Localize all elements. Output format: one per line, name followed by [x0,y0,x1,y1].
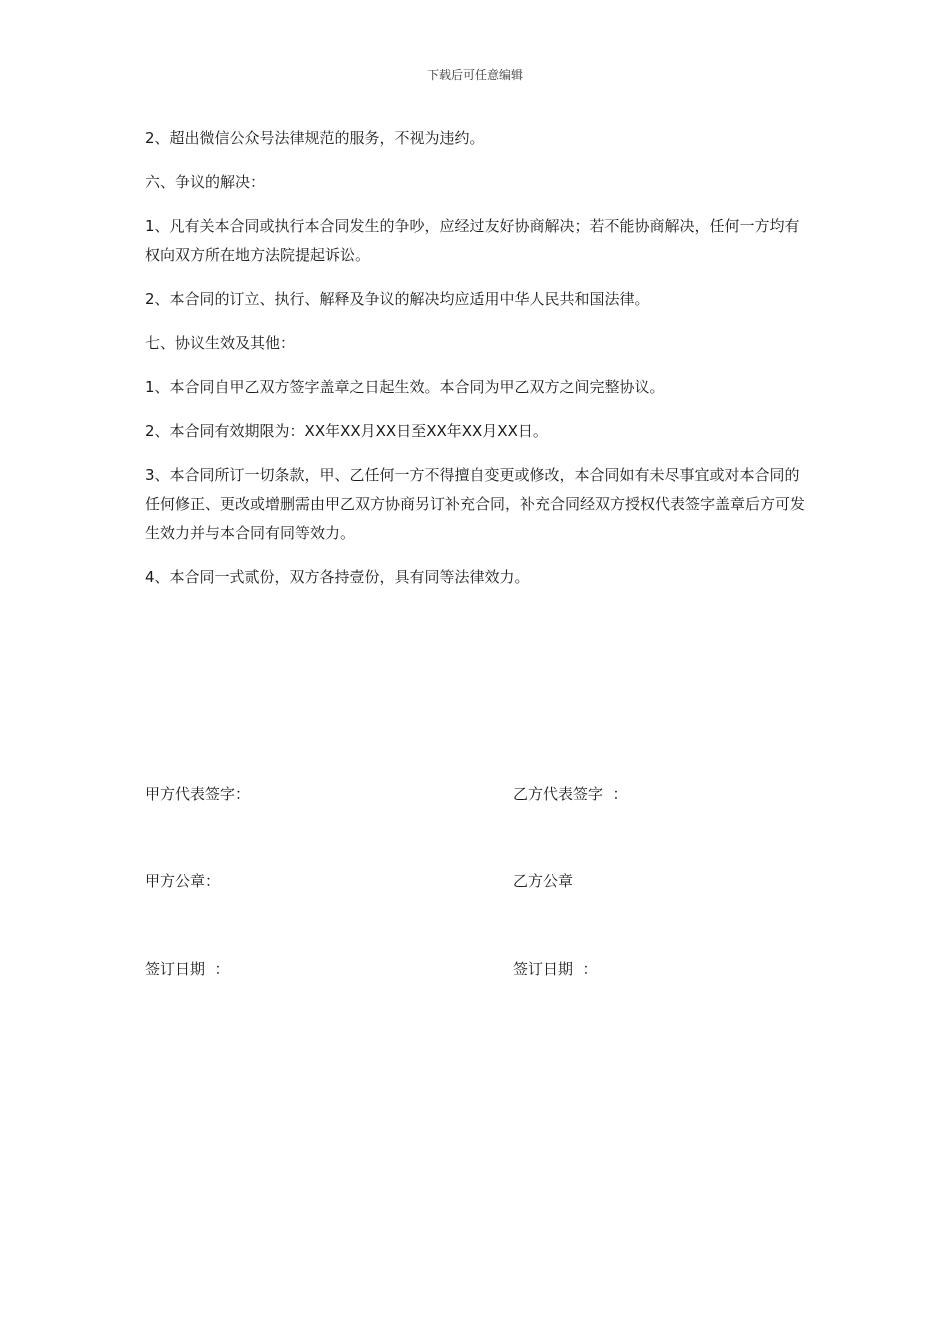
signature-row-seal [145,870,805,894]
clause-5-2: 2、超出微信公众号法律规范的服务，不视为违约。 [145,129,485,147]
party-a-seal-label: 甲方公章： [145,872,221,890]
party-b-rep-label: 乙方代表签字 ： [513,785,628,803]
section-6-heading: 六、争议的解决： [145,173,266,191]
party-b-date-label: 签订日期 ： [513,960,598,978]
clause-6-2: 2、本合同的订立、执行、解释及争议的解决均应适用中华人民共和国法律。 [145,290,650,308]
header-note: 下载后可任意编辑 [426,68,523,82]
contract-body [145,124,810,607]
clause-7-4: 4、本合同一式贰份，双方各持壹份，具有同等法律效力。 [145,568,530,586]
clause-7-2: 2、本合同有效期限为：XX年XX月XX日至XX年XX月XX日。 [145,422,548,440]
party-b-seal-label: 乙方公章 [513,872,574,890]
section-7-heading: 七、协议生效及其他： [145,334,296,352]
clause-7-3: 3、本合同所订一切条款，甲、乙任何一方不得擅自变更或修改，本合同如有未尽事宜或对本合同的任何修正、更改或增删需由甲乙双方协商另订补充合同，补充合同经双方授权代表签字盖章后方可发生效力并与本合同有同等效力。 [145,466,806,542]
clause-6-1: 1、凡有关本合同或执行本合同发生的争吵，应经过友好协商解决；若不能协商解决，任何一方均有权向双方所在地方法院提起诉讼。 [145,217,800,264]
signature-row-representative [145,783,805,807]
party-a-rep-label: 甲方代表签字： [145,785,251,803]
signature-row-date [145,958,805,982]
clause-7-1: 1、本合同自甲乙双方签字盖章之日起生效。本合同为甲乙双方之间完整协议。 [145,378,665,396]
party-a-date-label: 签订日期 ： [145,960,230,978]
